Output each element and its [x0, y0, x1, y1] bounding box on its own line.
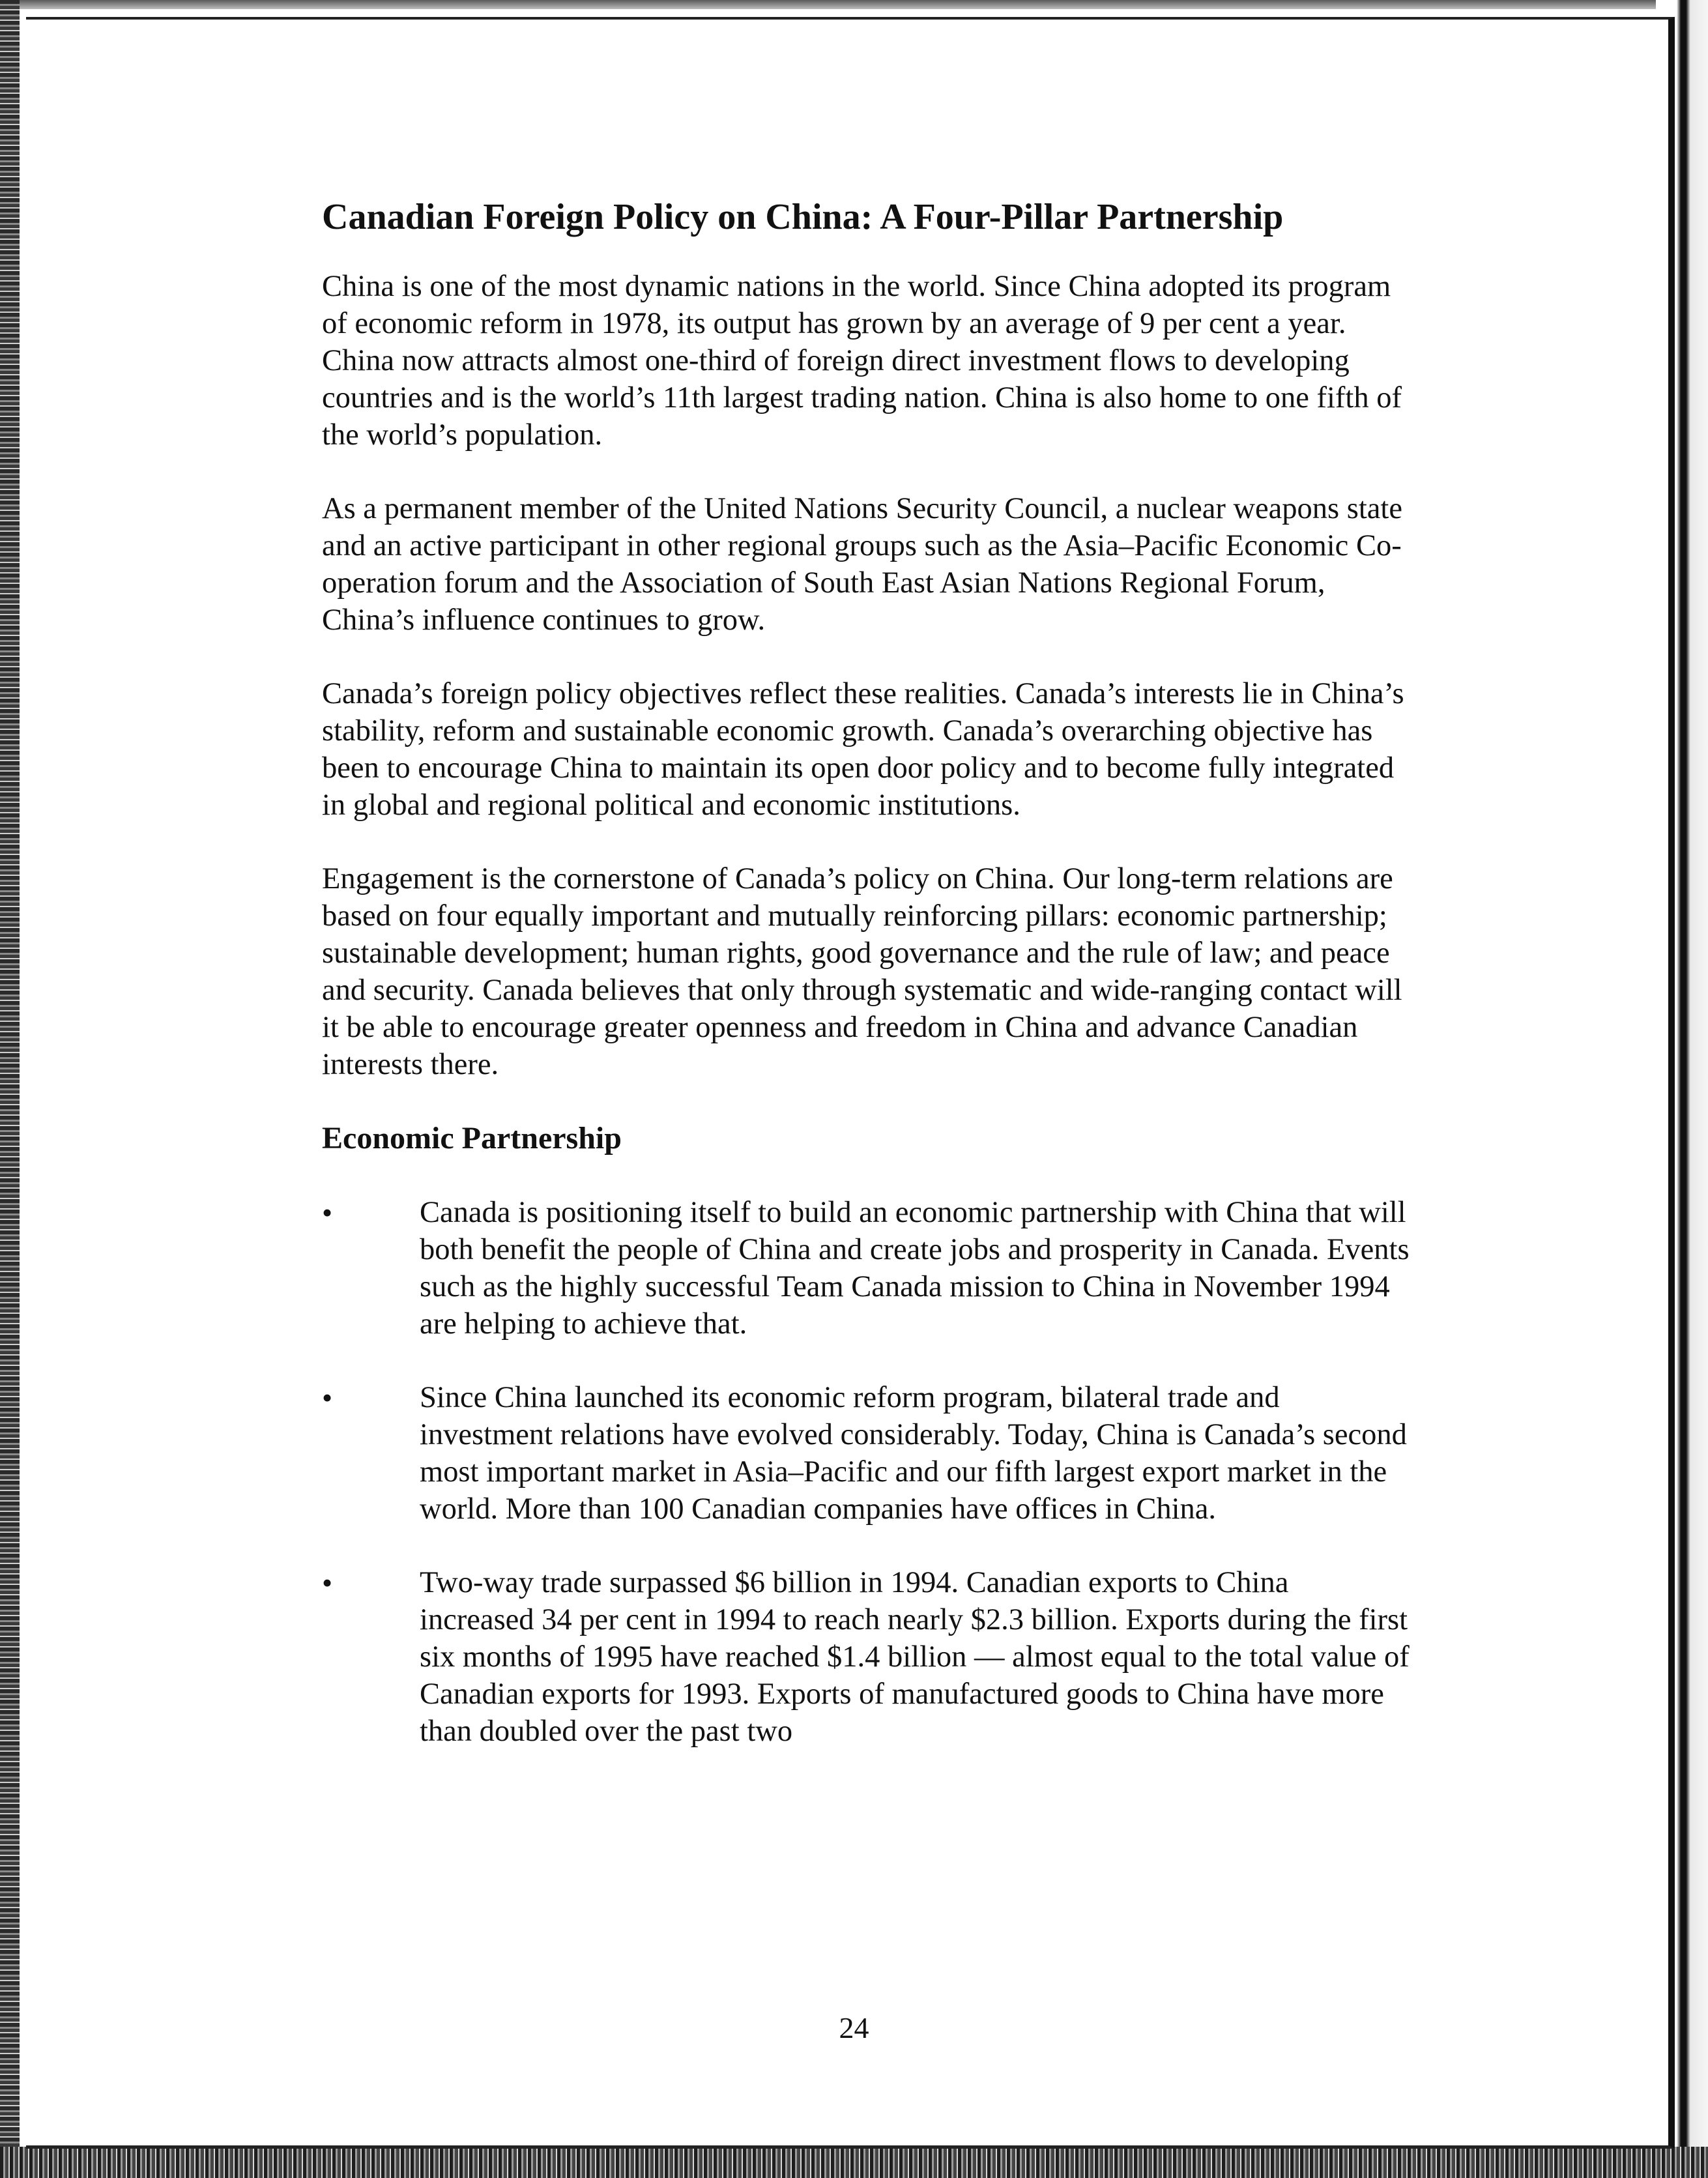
document-body [322, 196, 1410, 1786]
bullet-text: Canada is positioning itself to build an economic partnership with China that will both benefit the people of China and create jobs and prosperity in Canada. Events such as the highly successful Team Canada mission to China in November 1994 are helping to achieve that. [420, 1195, 1410, 1341]
scan-edge-left [0, 0, 20, 2178]
paragraph-1: China is one of the most dynamic nations in the world. Since China adopted its program of economic reform in 1978, its output has grown by an average of 9 per cent a year. China now attracts almost one-third of foreign direct investment flows to developing countries and is the world’s 11th largest trading nation. China is also home to one fifth of the world’s population. [322, 270, 1402, 452]
list-item [322, 1379, 1410, 1528]
document-title: Canadian Foreign Policy on China: A Four-Pillar Partnership [322, 197, 1284, 237]
scan-edge-bottom [0, 2147, 1708, 2178]
bullet-icon: • [322, 1565, 333, 1599]
bullet-icon: • [322, 1380, 333, 1414]
list-item [322, 1194, 1410, 1343]
list-item [322, 1564, 1410, 1750]
bullet-text: Since China launched its economic reform program, bilateral trade and investment relations have evolved considerably. Today, China is Canada’s second most important market in Asia–Pacific and our fifth largest export market in the world. More than 100 Canadian companies have offices in China. [420, 1380, 1407, 1526]
paragraph-2: As a permanent member of the United Nations Security Council, a nuclear weapons state and an active participant in other regional groups such as the Asia–Pacific Economic Co-operation forum and the Association of South East Asian Nations Regional Forum, China’s influence continues to grow. [322, 492, 1402, 637]
page-number: 24 [839, 2011, 869, 2044]
bullet-icon: • [322, 1195, 333, 1229]
section-heading: Economic Partnership [322, 1121, 622, 1156]
paragraph-4: Engagement is the cornerstone of Canada’s policy on China. Our long-term relations are based on four equally important and mutually reinforcing pillars: economic partnership; sustainable development; human rights, good governance and the rule of law; and peace and security. Canada believes that only through systematic and wide-ranging contact will it be able to encourage greater openness and freedom in China and advance Canadian interests there. [322, 862, 1402, 1082]
paragraph-3: Canada’s foreign policy objectives reflect these realities. Canada’s interests lie in China’s stability, reform and sustainable economic growth. Canada’s overarching objective has been to encourage China to maintain its open door policy and to become fully integrated in global and regional political and economic institutions. [322, 677, 1404, 822]
scan-edge-top [0, 0, 1708, 9]
bullet-text: Two-way trade surpassed $6 billion in 1994. Canadian exports to China increased 34 per cent in 1994 to reach nearly $2.3 billion. Exports during the first six months of 1995 have reached $1.4 billion — almost equal to the total value of Canadian exports for 1993. Exports of manufactured goods to China have more than doubled over the past two [420, 1565, 1410, 1748]
bullet-list [322, 1194, 1410, 1750]
